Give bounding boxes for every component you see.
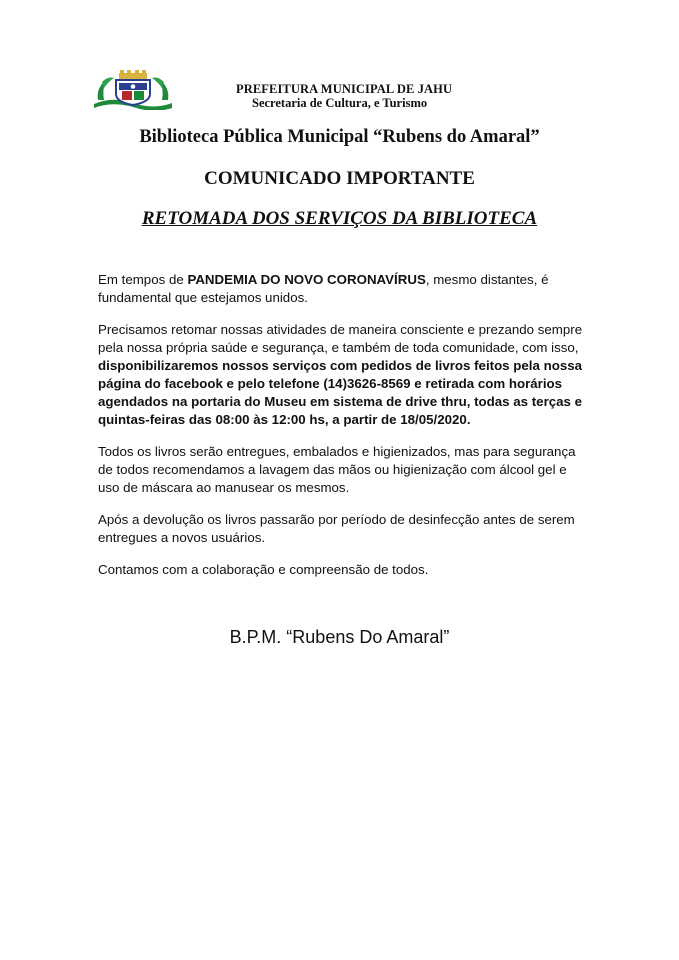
paragraph-2-emphasis: disponibilizaremos nossos serviços com pedidos de livros feitos pela nossa página do facebook e pelo telefone (14)3626-8569 e retirada com horários agendados na portaria do Museu em sistema de drive thru, todas as terças e quintas-feiras das 08:00 às 12:00 hs, a partir de 18/05/2020. xyxy=(98,358,583,427)
subject-title: RETOMADA DOS SERVIÇOS DA BIBLIOTECA xyxy=(141,208,538,229)
paragraph-1-emphasis: PANDEMIA DO NOVO CORONAVÍRUS xyxy=(187,272,426,287)
paragraph-4: Após a devolução os livros passarão por período de desinfecção antes de serem entregues a novos usuários. xyxy=(98,512,575,545)
paragraph-1 xyxy=(98,271,588,307)
coat-of-arms-icon xyxy=(92,70,174,110)
paragraph-2 xyxy=(98,321,588,429)
department-name: Secretaria de Cultura, e Turismo xyxy=(252,96,428,110)
notice-title: COMUNICADO IMPORTANTE xyxy=(204,168,475,189)
paragraph-1-intro: Em tempos de xyxy=(98,272,188,287)
paragraph-5: Contamos com a colaboração e compreensão de todos. xyxy=(98,562,429,577)
paragraph-3: Todos os livros serão entregues, embalados e higienizados, mas para segurança de todos recomendamos a lavagem das mãos ou higienização com álcool gel e uso de máscara ao manusear os mesmos. xyxy=(98,444,576,495)
notice-body xyxy=(98,271,588,593)
paragraph-1-rest: , mesmo distantes, é fundamental que estejamos unidos. xyxy=(98,272,549,305)
library-title: Biblioteca Pública Municipal “Rubens do Amaral” xyxy=(139,127,540,147)
signature: B.P.M. “Rubens Do Amaral” xyxy=(229,627,450,647)
organization-name: PREFEITURA MUNICIPAL DE JAHU xyxy=(236,82,453,96)
paragraph-2-intro: Precisamos retomar nossas atividades de maneira consciente e prezando sempre pela nossa própria saúde e segurança, e também de toda comunidade, com isso, xyxy=(98,322,583,355)
